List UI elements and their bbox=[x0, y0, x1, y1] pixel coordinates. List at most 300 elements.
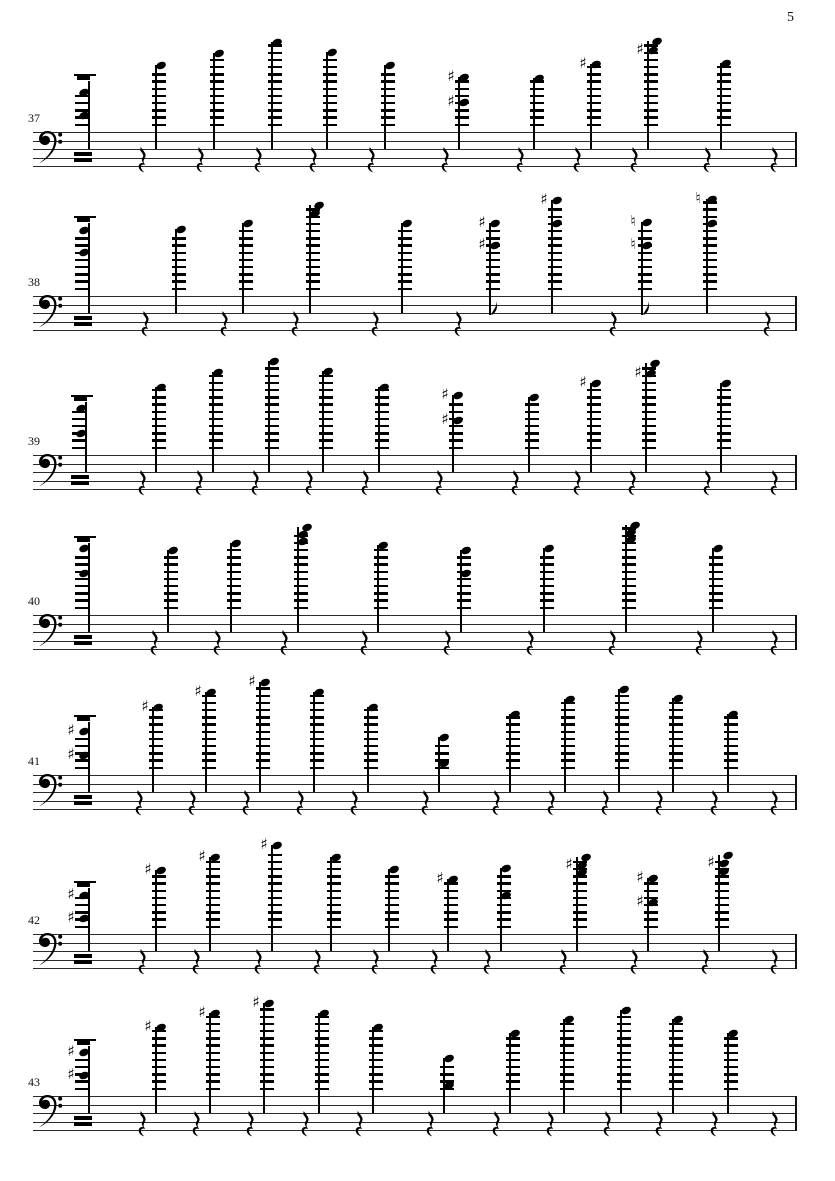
sharp-accidental: ♯ bbox=[144, 860, 152, 878]
note-stem bbox=[401, 223, 403, 313]
ledger-line bbox=[486, 259, 500, 261]
ledger-line bbox=[210, 124, 224, 126]
ledger-line bbox=[164, 607, 178, 609]
ledger-line bbox=[587, 95, 601, 97]
ledger-line bbox=[319, 382, 333, 384]
sharp-accidental: ♯ bbox=[67, 908, 75, 926]
note-stem bbox=[152, 707, 154, 792]
quarter-rest-icon bbox=[630, 949, 639, 975]
staff-line bbox=[33, 968, 797, 969]
note-stem bbox=[618, 689, 620, 792]
ledger-line bbox=[374, 592, 388, 594]
note-stem bbox=[271, 845, 273, 951]
ledger-line bbox=[560, 1044, 574, 1046]
note-stem bbox=[645, 363, 647, 472]
notehead bbox=[384, 60, 396, 70]
sharp-accidental: ♯ bbox=[636, 892, 644, 910]
quarter-rest-icon bbox=[628, 470, 637, 496]
ledger-line bbox=[622, 549, 636, 551]
ledger-line bbox=[644, 95, 658, 97]
staff-line bbox=[33, 1105, 797, 1106]
sharp-accidental: ♯ bbox=[636, 40, 644, 58]
ledger-line bbox=[573, 911, 587, 913]
ledger-line bbox=[642, 396, 656, 398]
ledger-line bbox=[210, 73, 224, 75]
ledger-line bbox=[152, 1073, 166, 1075]
quarter-rest-icon bbox=[559, 949, 568, 975]
ledger-line bbox=[642, 403, 656, 405]
quarter-rest-icon bbox=[701, 949, 710, 975]
quarter-rest-icon bbox=[603, 1111, 612, 1137]
ledger-line bbox=[75, 578, 89, 580]
ledger-line bbox=[227, 549, 241, 551]
note-stem bbox=[259, 682, 261, 792]
quarter-rest-icon bbox=[426, 1111, 435, 1137]
ledger-line bbox=[260, 1008, 274, 1010]
ledger-line bbox=[587, 124, 601, 126]
notehead bbox=[647, 873, 659, 883]
ledger-line bbox=[152, 447, 166, 449]
ledger-line bbox=[530, 116, 544, 118]
sharp-accidental: ♯ bbox=[144, 1017, 152, 1035]
ledger-line bbox=[306, 266, 320, 268]
ledger-line bbox=[227, 599, 241, 601]
ledger-line bbox=[227, 571, 241, 573]
notehead bbox=[720, 378, 732, 388]
ledger-line bbox=[149, 738, 163, 740]
ledger-line bbox=[152, 88, 166, 90]
ledger-line bbox=[561, 745, 575, 747]
quarter-rest-icon bbox=[703, 470, 712, 496]
ledger-line bbox=[75, 607, 89, 609]
ledger-line bbox=[644, 911, 658, 913]
ledger-line bbox=[369, 1073, 383, 1075]
ledger-line bbox=[315, 1080, 329, 1082]
ledger-line bbox=[457, 556, 471, 558]
ledger-line bbox=[268, 875, 282, 877]
ledger-line bbox=[206, 1044, 220, 1046]
ledger-line bbox=[152, 439, 166, 441]
ledger-line bbox=[622, 578, 636, 580]
ledger-line bbox=[717, 439, 731, 441]
ledger-line bbox=[256, 731, 270, 733]
ledger-line bbox=[497, 926, 511, 928]
bass-clef-icon bbox=[37, 1094, 63, 1130]
ledger-line bbox=[449, 403, 463, 405]
ledger-line bbox=[457, 592, 471, 594]
ledger-line bbox=[669, 1080, 683, 1082]
ledger-line bbox=[268, 66, 282, 68]
note-stem bbox=[533, 78, 535, 149]
ledger-line bbox=[573, 918, 587, 920]
ledger-line bbox=[703, 237, 717, 239]
breve-rest-icon bbox=[74, 322, 92, 326]
quarter-rest-icon bbox=[138, 1111, 147, 1137]
ledger-line bbox=[260, 1016, 274, 1018]
ledger-line bbox=[455, 124, 469, 126]
sharp-accidental: ♯ bbox=[194, 682, 202, 700]
ledger-line bbox=[306, 259, 320, 261]
ledger-line bbox=[525, 403, 539, 405]
quarter-rest-icon bbox=[655, 1111, 664, 1137]
ledger-line bbox=[669, 767, 683, 769]
ledger-line bbox=[525, 447, 539, 449]
ledger-line bbox=[209, 403, 223, 405]
quarter-rest-icon bbox=[305, 470, 314, 496]
ledger-line bbox=[497, 904, 511, 906]
ledger-line bbox=[206, 926, 220, 928]
ledger-line bbox=[306, 244, 320, 246]
note-stem bbox=[88, 1046, 90, 1113]
quarter-rest-icon bbox=[371, 311, 380, 337]
ledger-line bbox=[294, 585, 308, 587]
ledger-line bbox=[644, 80, 658, 82]
ledger-line bbox=[617, 1044, 631, 1046]
ledger-line bbox=[622, 607, 636, 609]
ledger-line bbox=[617, 1073, 631, 1075]
notehead bbox=[443, 1053, 455, 1063]
ledger-line bbox=[260, 1080, 274, 1082]
ledger-line bbox=[323, 73, 337, 75]
ledger-line bbox=[319, 439, 333, 441]
ledger-line bbox=[398, 266, 412, 268]
ledger-line bbox=[152, 904, 166, 906]
ledger-line bbox=[444, 890, 458, 892]
breve-rest-icon bbox=[74, 801, 92, 805]
ledger-line bbox=[202, 709, 216, 711]
ledger-line bbox=[327, 904, 341, 906]
note-stem bbox=[727, 1033, 729, 1113]
whole-rest-icon bbox=[74, 396, 87, 401]
ledger-line bbox=[315, 1073, 329, 1075]
ledger-line bbox=[587, 73, 601, 75]
ledger-line bbox=[294, 599, 308, 601]
bass-clef-icon bbox=[37, 773, 63, 809]
ledger-line bbox=[587, 80, 601, 82]
ledger-line bbox=[617, 1037, 631, 1039]
ledger-line bbox=[315, 1030, 329, 1032]
ledger-line bbox=[669, 752, 683, 754]
ledger-line bbox=[319, 425, 333, 427]
ledger-line bbox=[525, 411, 539, 413]
ledger-line bbox=[540, 592, 554, 594]
ledger-line bbox=[209, 396, 223, 398]
ledger-line bbox=[717, 389, 731, 391]
ledger-line bbox=[486, 252, 500, 254]
ledger-line bbox=[265, 367, 279, 369]
ledger-line bbox=[206, 1023, 220, 1025]
note-stem bbox=[620, 1010, 622, 1113]
quarter-rest-icon bbox=[371, 949, 380, 975]
staff-line bbox=[33, 615, 797, 616]
ledger-line bbox=[587, 88, 601, 90]
ledger-line bbox=[560, 1059, 574, 1061]
ledger-line bbox=[506, 745, 520, 747]
ledger-line bbox=[715, 882, 729, 884]
ledger-line bbox=[315, 1037, 329, 1039]
ledger-line bbox=[644, 918, 658, 920]
ledger-line bbox=[265, 382, 279, 384]
ledger-line bbox=[703, 244, 717, 246]
ledger-line bbox=[152, 875, 166, 877]
ledger-line bbox=[449, 432, 463, 434]
end-barline bbox=[795, 1096, 797, 1131]
ledger-line bbox=[310, 716, 324, 718]
ledger-line bbox=[206, 911, 220, 913]
ledger-line bbox=[642, 447, 656, 449]
ledger-line bbox=[375, 418, 389, 420]
ledger-line bbox=[669, 731, 683, 733]
ledger-line bbox=[202, 738, 216, 740]
ledger-line bbox=[149, 716, 163, 718]
ledger-line bbox=[709, 592, 723, 594]
ledger-line bbox=[587, 447, 601, 449]
ledger-line bbox=[172, 244, 186, 246]
bass-clef-icon bbox=[37, 294, 63, 330]
ledger-line bbox=[435, 745, 449, 747]
ledger-line bbox=[548, 208, 562, 210]
ledger-line bbox=[310, 759, 324, 761]
ledger-line bbox=[615, 759, 629, 761]
ledger-line bbox=[548, 259, 562, 261]
quarter-rest-icon bbox=[770, 790, 779, 816]
note-stem bbox=[672, 1019, 674, 1113]
ledger-line bbox=[152, 1088, 166, 1090]
note-stem bbox=[209, 1013, 211, 1113]
quarter-rest-icon bbox=[770, 949, 779, 975]
quarter-rest-icon bbox=[138, 470, 147, 496]
sharp-accidental: ♯ bbox=[447, 67, 455, 85]
ledger-line bbox=[381, 116, 395, 118]
ledger-line bbox=[315, 1023, 329, 1025]
ledger-line bbox=[561, 709, 575, 711]
ledger-line bbox=[381, 73, 395, 75]
ledger-line bbox=[364, 716, 378, 718]
ledger-line bbox=[152, 911, 166, 913]
ledger-line bbox=[615, 745, 629, 747]
ledger-line bbox=[486, 280, 500, 282]
ledger-line bbox=[709, 578, 723, 580]
ledger-line bbox=[260, 1066, 274, 1068]
ledger-line bbox=[715, 918, 729, 920]
ledger-line bbox=[375, 411, 389, 413]
note-stem bbox=[263, 1003, 265, 1113]
ledger-line bbox=[724, 745, 738, 747]
quarter-rest-icon bbox=[710, 1111, 719, 1137]
ledger-line bbox=[644, 124, 658, 126]
note-stem bbox=[720, 63, 722, 149]
ledger-line bbox=[364, 731, 378, 733]
ledger-line bbox=[75, 759, 89, 761]
ledger-line bbox=[638, 266, 652, 268]
ledger-line bbox=[256, 687, 270, 689]
ledger-line bbox=[294, 563, 308, 565]
quarter-rest-icon bbox=[703, 147, 712, 173]
ledger-line bbox=[587, 432, 601, 434]
ledger-line bbox=[268, 897, 282, 899]
ledger-line bbox=[206, 890, 220, 892]
ledger-line bbox=[152, 396, 166, 398]
ledger-line bbox=[364, 752, 378, 754]
quarter-rest-icon bbox=[251, 470, 260, 496]
ledger-line bbox=[617, 1059, 631, 1061]
whole-rest-icon bbox=[77, 1040, 90, 1045]
ledger-line bbox=[717, 80, 731, 82]
ledger-line bbox=[715, 926, 729, 928]
staff-line bbox=[33, 624, 797, 625]
ledger-line bbox=[239, 266, 253, 268]
staff-line bbox=[33, 481, 797, 482]
whole-rest-icon bbox=[77, 716, 90, 721]
staff-line bbox=[33, 489, 797, 490]
sharp-accidental: ♯ bbox=[67, 1065, 75, 1083]
ledger-line bbox=[369, 1052, 383, 1054]
ledger-line bbox=[560, 1037, 574, 1039]
ledger-line bbox=[164, 556, 178, 558]
ledger-line bbox=[615, 716, 629, 718]
ledger-line bbox=[319, 432, 333, 434]
ledger-line bbox=[265, 411, 279, 413]
ledger-line bbox=[369, 1088, 383, 1090]
staff-line bbox=[33, 809, 797, 810]
ledger-line bbox=[164, 592, 178, 594]
ledger-line bbox=[75, 592, 89, 594]
quarter-rest-icon bbox=[220, 311, 229, 337]
ledger-line bbox=[260, 1052, 274, 1054]
ledger-line bbox=[294, 571, 308, 573]
ledger-line bbox=[385, 926, 399, 928]
ledger-line bbox=[268, 911, 282, 913]
staff-line bbox=[33, 141, 797, 142]
ledger-line bbox=[644, 102, 658, 104]
ledger-line bbox=[622, 563, 636, 565]
breve-rest-icon bbox=[74, 152, 92, 156]
ledger-line bbox=[256, 752, 270, 754]
ledger-line bbox=[374, 563, 388, 565]
ledger-line bbox=[506, 1052, 520, 1054]
quarter-rest-icon bbox=[770, 1111, 779, 1137]
ledger-line bbox=[530, 95, 544, 97]
ledger-line bbox=[587, 439, 601, 441]
ledger-line bbox=[717, 396, 731, 398]
note-stem bbox=[672, 698, 674, 792]
ledger-line bbox=[75, 1059, 89, 1061]
ledger-line bbox=[202, 723, 216, 725]
ledger-line bbox=[530, 109, 544, 111]
ledger-line bbox=[506, 1059, 520, 1061]
ledger-line bbox=[669, 716, 683, 718]
ledger-line bbox=[149, 767, 163, 769]
ledger-line bbox=[260, 1088, 274, 1090]
ledger-line bbox=[375, 447, 389, 449]
breve-rest-icon bbox=[71, 475, 89, 479]
ledger-line bbox=[381, 124, 395, 126]
notehead bbox=[271, 840, 283, 850]
ledger-line bbox=[642, 439, 656, 441]
ledger-line bbox=[617, 1066, 631, 1068]
notehead bbox=[489, 218, 501, 228]
ledger-line bbox=[206, 1073, 220, 1075]
staff-line bbox=[33, 951, 797, 952]
ledger-line bbox=[265, 425, 279, 427]
end-barline bbox=[795, 296, 797, 331]
ledger-line bbox=[206, 882, 220, 884]
ledger-line bbox=[256, 695, 270, 697]
ledger-line bbox=[724, 1059, 738, 1061]
note-stem bbox=[647, 41, 649, 149]
ledger-line bbox=[206, 1080, 220, 1082]
ledger-line bbox=[561, 752, 575, 754]
ledger-line bbox=[398, 280, 412, 282]
staff-line bbox=[33, 943, 797, 944]
ledger-line bbox=[323, 59, 337, 61]
ledger-line bbox=[486, 266, 500, 268]
ledger-line bbox=[561, 731, 575, 733]
ledger-line bbox=[374, 585, 388, 587]
quarter-rest-icon bbox=[246, 1111, 255, 1137]
ledger-line bbox=[717, 418, 731, 420]
notehead bbox=[649, 358, 661, 368]
ledger-line bbox=[209, 411, 223, 413]
ledger-line bbox=[724, 1073, 738, 1075]
staff-line bbox=[33, 960, 797, 961]
ledger-line bbox=[75, 767, 89, 769]
ledger-line bbox=[306, 273, 320, 275]
ledger-line bbox=[260, 1023, 274, 1025]
ledger-line bbox=[75, 1088, 89, 1090]
ledger-line bbox=[617, 1030, 631, 1032]
whole-rest-icon bbox=[77, 217, 90, 222]
ledger-line bbox=[294, 549, 308, 551]
note-stem bbox=[647, 878, 649, 951]
ledger-line bbox=[486, 288, 500, 290]
note-stem bbox=[242, 223, 244, 313]
ledger-line bbox=[268, 52, 282, 54]
staff-line bbox=[33, 934, 797, 935]
ledger-line bbox=[709, 607, 723, 609]
ledger-line bbox=[638, 252, 652, 254]
ledger-line bbox=[540, 578, 554, 580]
ledger-line bbox=[381, 88, 395, 90]
breve-rest-icon bbox=[74, 158, 92, 162]
ledger-line bbox=[202, 716, 216, 718]
quarter-rest-icon bbox=[192, 949, 201, 975]
ledger-line bbox=[457, 578, 471, 580]
sharp-accidental: ♯ bbox=[260, 835, 268, 853]
ledger-line bbox=[206, 868, 220, 870]
ledger-line bbox=[717, 73, 731, 75]
ledger-line bbox=[75, 904, 89, 906]
ledger-line bbox=[703, 252, 717, 254]
ledger-line bbox=[486, 230, 500, 232]
ledger-line bbox=[724, 759, 738, 761]
ledger-line bbox=[206, 1059, 220, 1061]
notehead bbox=[175, 224, 187, 234]
ledger-line bbox=[703, 288, 717, 290]
ledger-line bbox=[642, 432, 656, 434]
ledger-line bbox=[310, 731, 324, 733]
ledger-line bbox=[75, 563, 89, 565]
ledger-line bbox=[268, 59, 282, 61]
ledger-line bbox=[239, 259, 253, 261]
note-stem bbox=[155, 387, 157, 472]
measure-number: 39 bbox=[28, 434, 40, 448]
ledger-line bbox=[644, 116, 658, 118]
ledger-line bbox=[152, 425, 166, 427]
notehead bbox=[401, 218, 413, 228]
ledger-line bbox=[622, 585, 636, 587]
ledger-line bbox=[669, 759, 683, 761]
